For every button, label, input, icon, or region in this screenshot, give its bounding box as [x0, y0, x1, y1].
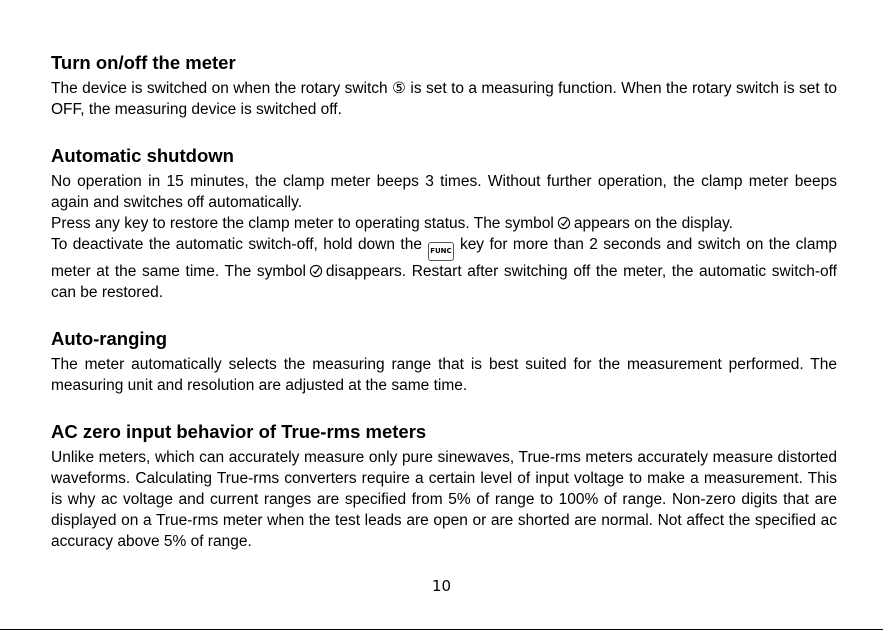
paragraph-shutdown-1: No operation in 15 minutes, the clamp meter beeps 3 times. Without further operation, the clamp meter beeps again and switches off automatically. [51, 173, 837, 211]
page-number: 10 [431, 577, 452, 595]
paragraph-shutdown-3 [51, 234, 837, 303]
text-span: appears on the display. [573, 215, 733, 232]
auto-power-off-icon [309, 264, 323, 278]
heading-turn-on-off: Turn on/off the meter [51, 52, 236, 73]
manual-page [51, 52, 837, 577]
func-key-icon: FUNC [428, 242, 454, 261]
section-turn-on-off [51, 52, 837, 120]
circled-number-5: ⑤ [392, 80, 407, 97]
text-span: disappears. Restart after switching off the meter, the automatic switch-off can be restored. [51, 263, 837, 301]
heading-auto-ranging: Auto-ranging [51, 328, 168, 349]
text-span: The device is switched on when the rotary switch [51, 80, 393, 97]
text-span: To deactivate the automatic switch-off, hold down the [51, 236, 422, 253]
text-span: key for more than 2 seconds and switch on the clamp meter at the same time. The symbol [51, 236, 837, 280]
section-ac-zero-input [51, 421, 837, 552]
heading-automatic-shutdown: Automatic shutdown [51, 145, 234, 166]
text-span: is set to a measuring function. When the rotary switch is set to OFF, the measuring device is switched off. [51, 80, 837, 118]
paragraph-turn-on-off [51, 78, 837, 120]
heading-ac-zero-input: AC zero input behavior of True-rms meters [51, 421, 427, 442]
paragraph-shutdown-2 [51, 213, 837, 234]
paragraph-ac-zero-input: Unlike meters, which can accurately measure only pure sinewaves, True-rms meters accurately measure distorted waveforms. Calculating True-rms converters require a certain level of input voltage to make a measurement. This is why ac voltage and current ranges are specified from 5% of range to 100% of range. Non-zero digits that are displayed on a True-rms meter when the test leads are open or are shorted are normal. Not affect the specified ac accuracy above 5% of range. [51, 449, 837, 550]
text-span: Press any key to restore the clamp meter to operating status. The symbol [51, 215, 554, 232]
bottom-rule [0, 629, 883, 630]
paragraph-auto-ranging: The meter automatically selects the measuring range that is best suited for the measurement performed. The measuring unit and resolution are adjusted at the same time. [51, 356, 837, 394]
section-automatic-shutdown [51, 145, 837, 303]
section-auto-ranging [51, 328, 837, 396]
auto-power-off-icon [557, 216, 571, 230]
